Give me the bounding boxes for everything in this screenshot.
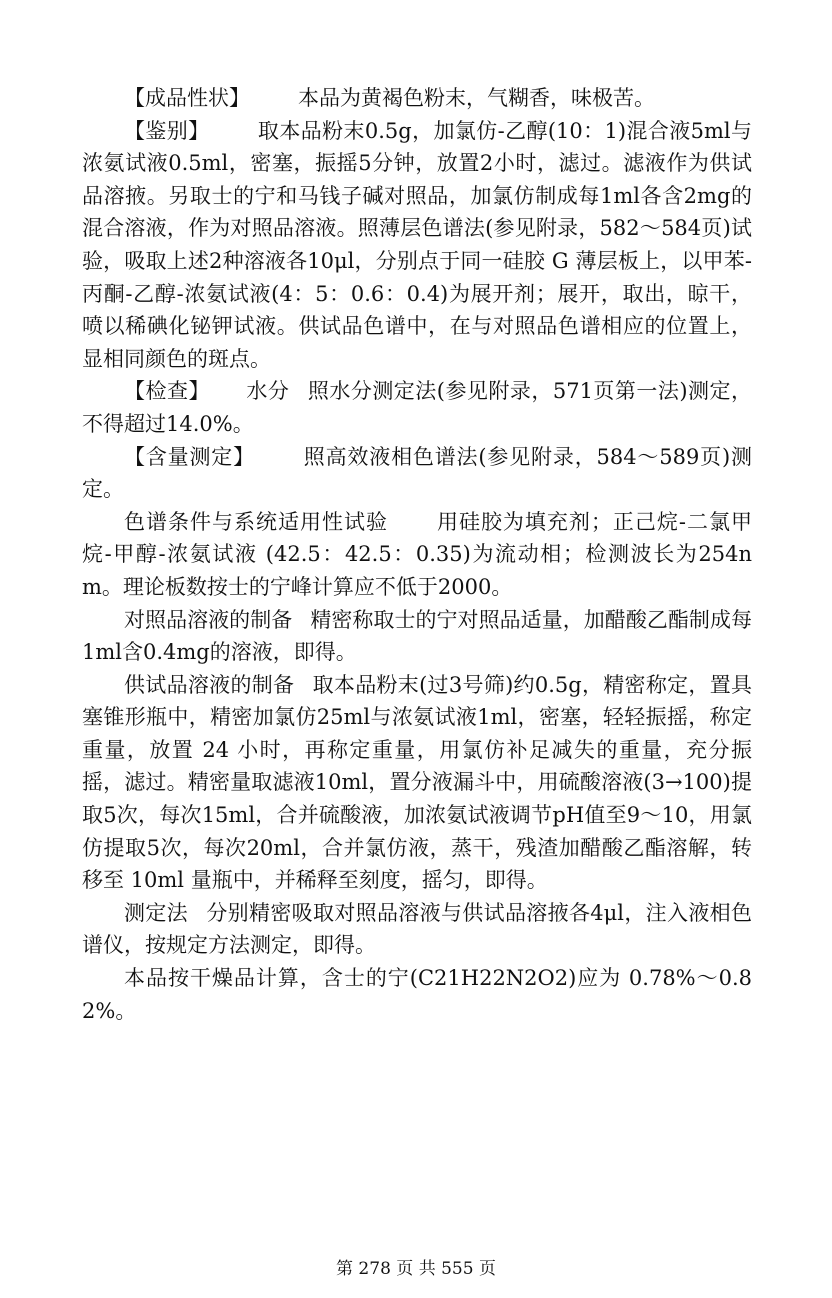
reference-prep-label: 对照品溶液的制备	[124, 607, 293, 632]
page-footer: 第 278 页 共 555 页	[336, 1259, 496, 1279]
inspection-text: 照水分测定法(参见附录，571页第一法)测定，不得超过14.0%。	[82, 379, 753, 436]
inspection-heading: 【检查】	[124, 379, 210, 404]
sample-prep-label: 供试品溶液的制备	[124, 672, 295, 697]
appearance-text: 本品为黄褐色粉末，气糊香，味极苦。	[298, 86, 655, 110]
chromatography-text: 用硅胶为填充剂；正己烷-二氯甲烷-甲醇-浓氨试液 (42.5：42.5：0.35)为流动相；检测波长为254nm。理论板数按士的宁峰计算应不低于2000。	[82, 509, 752, 599]
content-paragraph	[82, 962, 752, 1027]
appearance-paragraph	[82, 82, 752, 115]
sample-prep-paragraph	[82, 669, 752, 897]
inspection-paragraph	[82, 375, 752, 440]
identification-heading: 【鉴别】	[124, 118, 210, 143]
method-text: 分别精密吸取对照品溶液与供试品溶掖各4μl，注入液相色谱仪，按规定方法测定，即得。	[82, 900, 752, 958]
inspection-item: 水分	[245, 379, 290, 404]
content-text: 本品按干燥品计算，含士的宁(C21H22N2O2)应为 0.78%～0.82%。	[82, 966, 752, 1023]
identification-paragraph	[82, 115, 752, 376]
document-body	[82, 82, 752, 1027]
assay-text: 照高效液相色谱法(参见附录，584～589页)测定。	[82, 444, 752, 502]
assay-paragraph	[82, 441, 752, 506]
chromatography-label: 色谱条件与系统适用性试验	[124, 509, 388, 534]
assay-heading: 【含量测定】	[124, 444, 255, 469]
reference-prep-paragraph	[82, 604, 752, 669]
method-label: 测定法	[124, 900, 188, 925]
appearance-heading: 【成品性状】	[124, 86, 250, 110]
method-paragraph	[82, 897, 752, 962]
chromatography-paragraph	[82, 506, 752, 604]
sample-prep-text: 取本品粉末(过3号筛)约0.5g，精密称定，置具塞锥形瓶中，精密加氯仿25ml与浓氨试液1ml，密塞，轻轻振摇，称定重量，放置 24 小时，再称定重量，用氯仿补足减失的重量，充分振摇，滤过。精密量取滤液10ml，置分液漏斗中，用硫酸溶液(3→100)提取5次，每次15ml，合并硫酸液，加浓氨试液调节pH值至9～10，用氯仿提取5次，每次20ml，合并氯仿液，蒸干，残渣加醋酸乙酯溶解，转移至 10ml 量瓶中，并稀释至刻度，摇匀，即得。	[82, 672, 753, 893]
reference-prep-text: 精密称取士的宁对照品适量，加醋酸乙酯制成每1ml含0.4mg的溶液，即得。	[82, 607, 753, 665]
identification-text: 取本品粉末0.5g，加氯仿-乙醇(10：1)混合液5ml与浓氨试液0.5ml，密塞，振摇5分钟，放置2小时，滤过。滤液作为供试品溶掖。另取士的宁和马钱子碱对照品，加氯仿制成每1ml各含2mg的混合溶液，作为对照品溶液。照薄层色谱法(参见附录，582～584页)试验，吸取上述2种溶液各10μl，分别点于同一硅胶 G 薄层板上，以甲苯-丙酮-乙醇-浓氨试液(4：5：0.6：0.4)为展开剂；展开，取出，晾干，喷以稀碘化铋钾试液。供试品色谱中，在与对照品色谱相应的位置上，显相同颜色的斑点。	[82, 118, 752, 371]
